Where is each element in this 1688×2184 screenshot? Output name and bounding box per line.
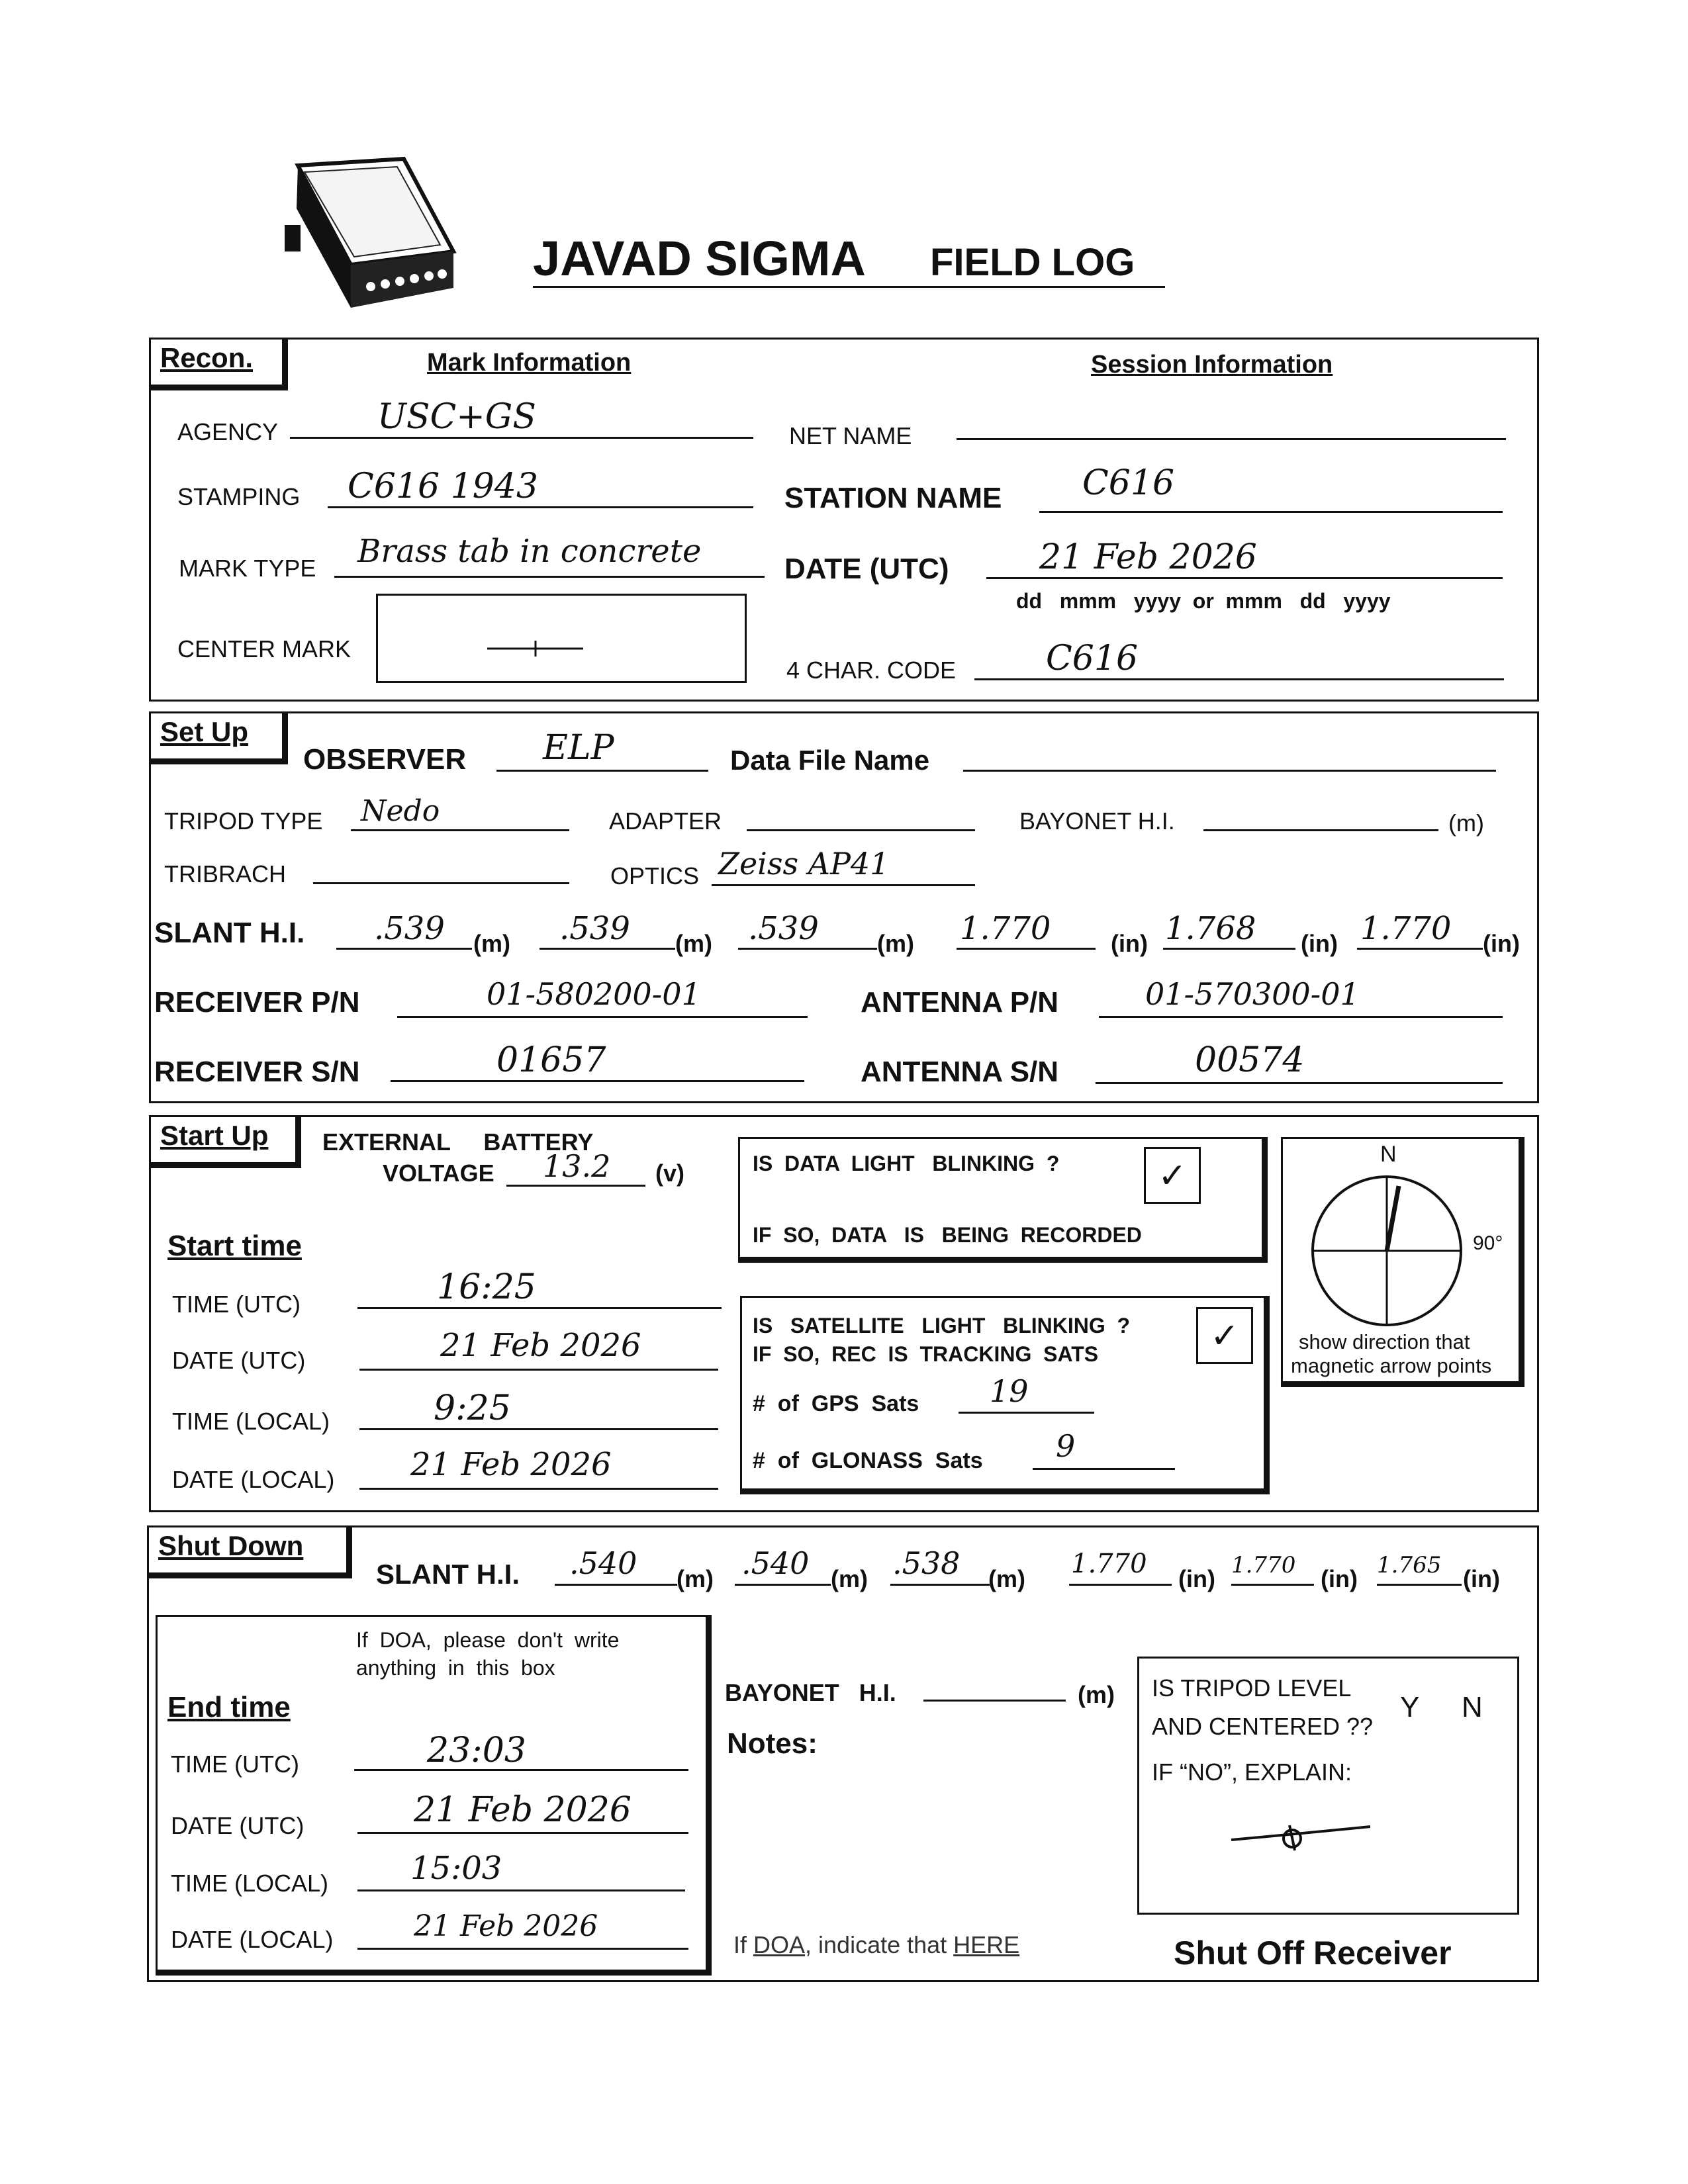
- start-date-local-label: DATE (LOCAL): [172, 1466, 335, 1493]
- receiver-sn-label: RECEIVER S/N: [154, 1056, 360, 1088]
- agency-label: AGENCY: [177, 418, 279, 445]
- receiver-sn-value[interactable]: 01657: [496, 1040, 606, 1080]
- data-light-note: IF SO, DATA IS BEING RECORDED: [753, 1223, 1142, 1247]
- antenna-sn-line: [1096, 1082, 1503, 1084]
- char-code-value[interactable]: C616: [1046, 639, 1139, 678]
- observer-label: OBSERVER: [303, 743, 467, 776]
- mark-type-line: [334, 576, 765, 578]
- tripod-question-1: IS TRIPOD LEVEL: [1152, 1674, 1352, 1702]
- center-mark-box: [376, 594, 747, 683]
- gps-sats-label: # of GPS Sats: [753, 1391, 919, 1416]
- end-time-local-line: [357, 1889, 685, 1891]
- glonass-sats-line: [1033, 1468, 1175, 1470]
- shutdown-slant-m2-value[interactable]: .540: [741, 1545, 810, 1581]
- data-light-question: IS DATA LIGHT BLINKING ?: [753, 1152, 1060, 1175]
- shutdown-slant-in1-unit: (in): [1178, 1565, 1215, 1592]
- tripod-type-label: TRIPOD TYPE: [164, 807, 323, 835]
- stamping-label: STAMPING: [177, 483, 301, 510]
- slant-in3-value[interactable]: 1.770: [1360, 910, 1452, 947]
- receiver-pn-value[interactable]: 01-580200-01: [487, 976, 701, 1012]
- doa-word: DOA: [753, 1931, 806, 1958]
- tribrach-label: TRIBRACH: [164, 860, 287, 887]
- here-link[interactable]: HERE: [953, 1931, 1020, 1958]
- end-date-utc-value[interactable]: 21 Feb 2026: [414, 1790, 632, 1830]
- form-title: JAVAD SIGMA: [533, 231, 866, 286]
- shutdown-slant-in2-line: [1231, 1584, 1314, 1586]
- date-format-hint: dd mmm yyyy or mmm dd yyyy: [1016, 589, 1391, 613]
- shutdown-slant-label: SLANT H.I.: [376, 1559, 520, 1590]
- station-name-value[interactable]: C616: [1082, 463, 1175, 503]
- shutdown-slant-m1-unit: (m): [677, 1565, 714, 1592]
- stamping-value[interactable]: C616 1943: [348, 467, 538, 506]
- shutdown-slant-in2-value[interactable]: 1.770: [1231, 1552, 1296, 1578]
- end-date-utc-line: [357, 1832, 688, 1834]
- start-time-utc-value[interactable]: 16:25: [437, 1267, 536, 1307]
- shut-off-receiver-label: Shut Off Receiver: [1174, 1934, 1452, 1972]
- antenna-pn-label: ANTENNA P/N: [861, 986, 1059, 1019]
- shutdown-slant-m2-unit: (m): [831, 1565, 868, 1592]
- shutdown-slant-in3-value[interactable]: 1.765: [1377, 1552, 1442, 1578]
- doa-indicate-text: If DOA, indicate that HERE: [733, 1931, 1020, 1958]
- slant-in2-line: [1163, 948, 1295, 950]
- end-time-heading: End time: [167, 1691, 291, 1723]
- compass-icon: [1307, 1171, 1466, 1330]
- recon-tag: Recon.: [149, 338, 288, 390]
- battery-unit: (v): [655, 1160, 684, 1187]
- session-info-heading: Session Information: [1091, 351, 1333, 379]
- bayonet-hi-unit: (m): [1448, 809, 1484, 837]
- receiver-pn-line: [397, 1016, 808, 1018]
- mark-type-value[interactable]: Brass tab in concrete: [357, 533, 702, 570]
- sat-light-note: IF SO, REC IS TRACKING SATS: [753, 1342, 1099, 1366]
- slant-hi-label: SLANT H.I.: [154, 917, 305, 949]
- start-date-utc-value[interactable]: 21 Feb 2026: [440, 1327, 641, 1364]
- title-underline: [533, 286, 1165, 288]
- slant-in2-value[interactable]: 1.768: [1165, 910, 1256, 947]
- start-date-local-value[interactable]: 21 Feb 2026: [410, 1446, 612, 1483]
- battery-value[interactable]: 13.2: [543, 1148, 611, 1184]
- tripod-yes-option[interactable]: Y: [1400, 1691, 1420, 1723]
- net-name-line: [957, 438, 1506, 440]
- slant-m2-value[interactable]: .539: [559, 910, 630, 947]
- end-time-utc-label: TIME (UTC): [171, 1751, 299, 1778]
- tripod-type-value[interactable]: Nedo: [361, 794, 440, 828]
- form-subtitle: FIELD LOG: [930, 241, 1135, 284]
- start-time-local-label: TIME (LOCAL): [172, 1408, 330, 1435]
- antenna-pn-value[interactable]: 01-570300-01: [1145, 976, 1360, 1012]
- shutdown-bayonet-label: BAYONET H.I.: [725, 1679, 896, 1706]
- slant-in3-line: [1357, 948, 1483, 950]
- sat-light-question: IS SATELLITE LIGHT BLINKING ?: [753, 1314, 1131, 1338]
- tripod-type-line: [351, 829, 569, 831]
- adapter-line: [747, 829, 975, 831]
- center-mark-label: CENTER MARK: [177, 635, 352, 662]
- shutdown-slant-in2-unit: (in): [1321, 1565, 1358, 1592]
- shutdown-slant-in3-line: [1377, 1584, 1462, 1586]
- compass-note-2: magnetic arrow points: [1291, 1354, 1492, 1377]
- notes-label: Notes:: [727, 1727, 818, 1760]
- shutdown-slant-in1-value[interactable]: 1.770: [1071, 1549, 1147, 1579]
- shutdown-bayonet-unit: (m): [1078, 1681, 1115, 1708]
- shutdown-slant-m1-value[interactable]: .540: [569, 1545, 637, 1581]
- tripod-question-2: AND CENTERED ??: [1152, 1713, 1374, 1740]
- tribrach-line: [313, 882, 569, 884]
- end-date-utc-label: DATE (UTC): [171, 1812, 305, 1839]
- antenna-sn-label: ANTENNA S/N: [861, 1056, 1059, 1088]
- slant-m3-value[interactable]: .539: [748, 910, 819, 947]
- shutdown-slant-in3-unit: (in): [1463, 1565, 1500, 1592]
- observer-value[interactable]: ELP: [543, 728, 614, 768]
- end-time-local-value[interactable]: 15:03: [410, 1850, 502, 1887]
- slant-in1-value[interactable]: 1.770: [960, 910, 1051, 947]
- slant-m3-line: [738, 948, 877, 950]
- glonass-sats-value[interactable]: 9: [1056, 1428, 1076, 1464]
- doa-note-2: anything in this box: [356, 1656, 555, 1680]
- end-date-local-value[interactable]: 21 Feb 2026: [414, 1909, 598, 1943]
- tripod-explain-mark-icon: [1225, 1807, 1383, 1860]
- shutdown-slant-m1-line: [555, 1584, 677, 1586]
- char-code-label: 4 CHAR. CODE: [786, 657, 957, 684]
- shutdown-bayonet-line: [923, 1700, 1066, 1702]
- shutdown-slant-m3-value[interactable]: .538: [892, 1545, 961, 1581]
- slant-m2-line: [539, 948, 675, 950]
- optics-value[interactable]: Zeiss AP41: [718, 846, 890, 882]
- observer-line: [496, 770, 708, 772]
- date-utc-value[interactable]: 21 Feb 2026: [1039, 537, 1257, 577]
- shutdown-slant-in1-line: [1069, 1584, 1172, 1586]
- sat-light-checkbox[interactable]: ✓: [1196, 1307, 1253, 1364]
- agency-value[interactable]: USC+GS: [377, 397, 536, 437]
- stamping-line: [328, 506, 753, 508]
- start-time-heading: Start time: [167, 1230, 302, 1262]
- agency-line: [290, 437, 753, 439]
- doa-note-1: If DOA, please don't write: [356, 1628, 620, 1652]
- shutdown-slant-m2-line: [735, 1584, 831, 1586]
- gps-sats-value[interactable]: 19: [990, 1373, 1029, 1409]
- battery-label-1: EXTERNAL BATTERY: [322, 1128, 594, 1156]
- mark-info-heading: Mark Information: [427, 349, 632, 377]
- battery-label-2: VOLTAGE: [383, 1160, 494, 1187]
- slant-m1-value[interactable]: .539: [374, 910, 445, 947]
- slant-m1-unit: (m): [473, 930, 510, 957]
- date-utc-line: [986, 577, 1503, 579]
- receiver-pn-label: RECEIVER P/N: [154, 986, 360, 1019]
- shutdown-slant-m3-unit: (m): [988, 1565, 1025, 1592]
- compass-north-label: N: [1380, 1142, 1397, 1167]
- start-date-local-line: [359, 1488, 718, 1490]
- end-date-local-line: [357, 1948, 688, 1950]
- optics-line: [712, 884, 975, 886]
- end-date-local-label: DATE (LOCAL): [171, 1926, 334, 1953]
- char-code-line: [974, 678, 1504, 680]
- compass-90-label: 90°: [1473, 1232, 1503, 1254]
- bayonet-hi-line: [1203, 829, 1438, 831]
- shutdown-slant-m3-line: [890, 1584, 990, 1586]
- setup-tag: Set Up: [149, 711, 288, 764]
- data-light-checkbox[interactable]: ✓: [1144, 1147, 1201, 1204]
- antenna-sn-value[interactable]: 00574: [1195, 1040, 1305, 1080]
- antenna-pn-line: [1099, 1016, 1503, 1018]
- receiver-icon: [285, 152, 463, 324]
- slant-m2-unit: (m): [675, 930, 712, 957]
- receiver-sn-line: [391, 1080, 804, 1082]
- data-file-line: [963, 770, 1496, 772]
- slant-m3-unit: (m): [877, 930, 914, 957]
- start-date-utc-line: [359, 1369, 718, 1371]
- glonass-sats-label: # of GLONASS Sats: [753, 1448, 983, 1473]
- end-time-local-label: TIME (LOCAL): [171, 1870, 329, 1897]
- tripod-explain-label: IF “NO”, EXPLAIN:: [1152, 1758, 1352, 1786]
- tripod-no-option[interactable]: N: [1462, 1691, 1483, 1723]
- date-utc-label: DATE (UTC): [784, 553, 949, 585]
- slant-in1-unit: (in): [1111, 930, 1148, 957]
- optics-label: OPTICS: [610, 862, 700, 889]
- start-time-local-line: [359, 1428, 718, 1430]
- station-name-line: [1039, 511, 1503, 513]
- end-time-utc-value[interactable]: 23:03: [427, 1731, 526, 1770]
- mark-type-label: MARK TYPE: [179, 555, 316, 582]
- start-date-utc-label: DATE (UTC): [172, 1347, 306, 1374]
- start-time-utc-label: TIME (UTC): [172, 1291, 301, 1318]
- net-name-label: NET NAME: [789, 422, 912, 449]
- center-mark-sketch-icon: [378, 596, 745, 681]
- data-file-label: Data File Name: [730, 745, 930, 776]
- adapter-label: ADAPTER: [609, 807, 722, 835]
- shutdown-tag: Shut Down: [147, 1525, 352, 1578]
- gps-sats-line: [959, 1412, 1094, 1414]
- slant-in2-unit: (in): [1301, 930, 1338, 957]
- station-name-label: STATION NAME: [784, 482, 1002, 514]
- start-time-local-value[interactable]: 9:25: [434, 1388, 511, 1428]
- slant-m1-line: [336, 948, 472, 950]
- slant-in1-line: [957, 948, 1096, 950]
- startup-tag: Start Up: [149, 1115, 301, 1168]
- bayonet-hi-label: BAYONET H.I.: [1019, 807, 1175, 835]
- battery-line: [506, 1185, 645, 1187]
- slant-in3-unit: (in): [1483, 930, 1520, 957]
- start-time-utc-line: [357, 1307, 722, 1309]
- recon-section: [149, 338, 1539, 702]
- compass-note-1: show direction that: [1299, 1330, 1470, 1353]
